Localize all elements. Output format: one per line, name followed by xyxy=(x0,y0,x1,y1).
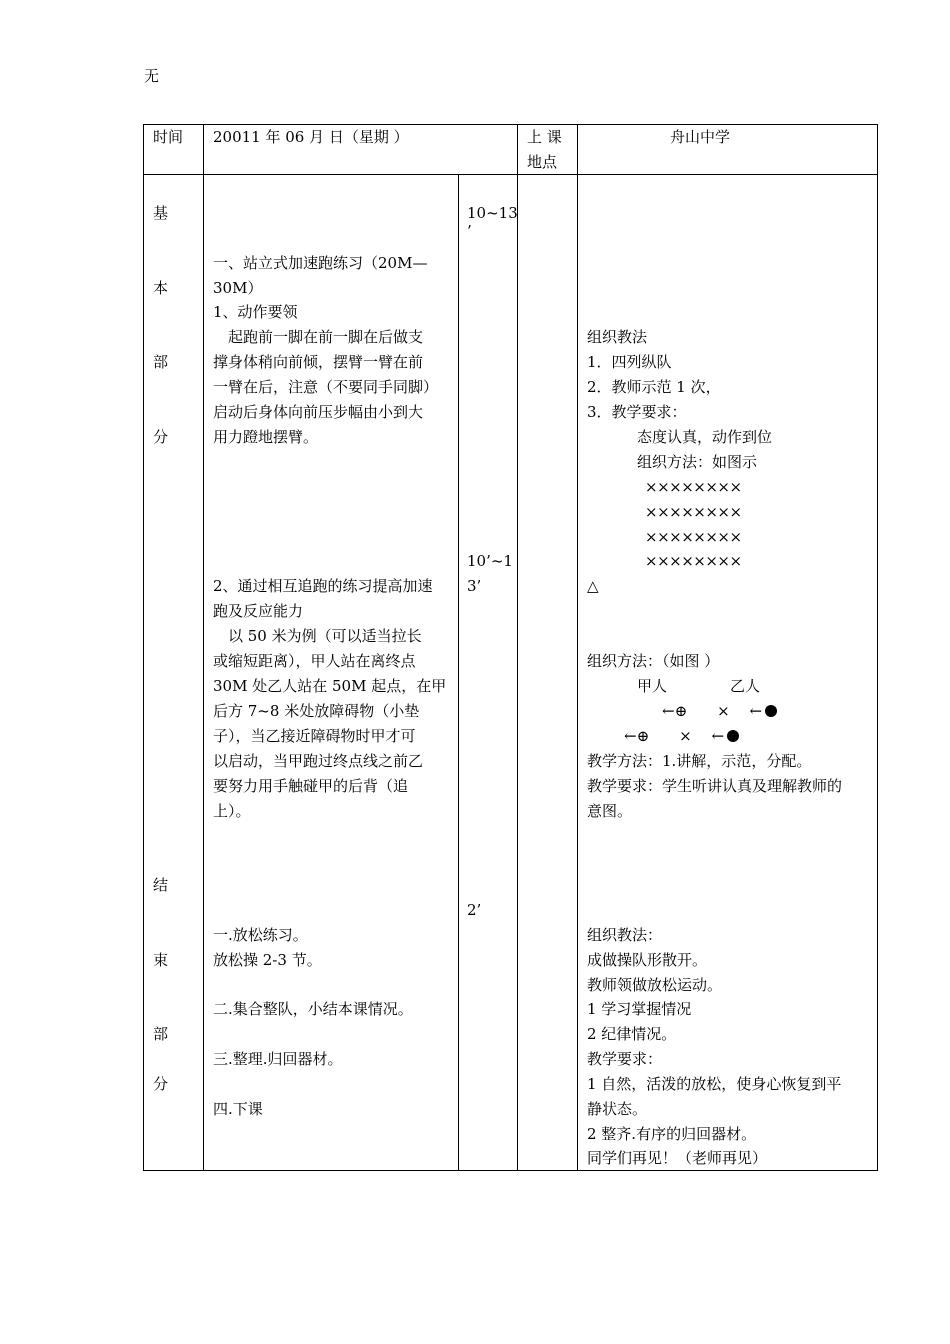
chase-diagram-row-1 xyxy=(662,699,777,724)
location-label-1: 上 课 xyxy=(527,128,562,146)
end-org-line: 2 纪律情况。 xyxy=(587,1025,677,1043)
time-1: 10~13 xyxy=(467,204,518,222)
end-item: 四.下课 xyxy=(213,1100,263,1118)
end-org-line: 1 学习掌握情况 xyxy=(587,1000,692,1018)
exercise-1-title: 一、站立式加速跑练习（20M— xyxy=(213,254,428,272)
chase-diagram-text: ←⊕ × ← xyxy=(662,702,763,720)
table-border-bottom xyxy=(143,1170,878,1171)
exercise-2-desc: 要努力用手触碰甲的后背（追 xyxy=(213,777,409,795)
org-method-2-title: 组织方法：（如图 ） xyxy=(587,652,720,670)
exercise-1-point: 1、动作要领 xyxy=(213,303,298,321)
exercise-2-point: 2、通过相互追跑的练习提高加速 xyxy=(213,577,433,595)
basic-side-char: 本 xyxy=(153,279,169,297)
end-org-line: 教学要求： xyxy=(587,1050,663,1068)
end-org-line: 1 自然，活泼的放松，使身心恢复到平 xyxy=(587,1075,842,1093)
exercise-2-desc: 或缩短距离），甲人站在离终点 xyxy=(213,652,416,670)
end-org-line: 教师领做放松运动。 xyxy=(587,976,723,994)
time-label: 时间 xyxy=(153,128,184,146)
teaching-method: 教学方法：1.讲解，示范，分配。 xyxy=(587,752,812,770)
end-item: 三.整理.归回器材。 xyxy=(213,1050,343,1068)
end-side-char: 部 xyxy=(153,1025,169,1043)
time-3: 2’ xyxy=(467,901,482,919)
end-org-line: 2 整齐.有序的归回器材。 xyxy=(587,1125,757,1143)
exercise-1-title-cont: 30M） xyxy=(213,279,263,297)
exercise-1-desc: 用力蹬地摆臂。 xyxy=(213,428,319,446)
end-side-char: 结 xyxy=(153,876,169,894)
teaching-requirement-cont: 意图。 xyxy=(587,802,633,820)
header-divider xyxy=(143,174,878,175)
col-divider-3 xyxy=(517,124,518,1171)
end-item: 二.集合整队，小结本课情况。 xyxy=(213,1000,413,1018)
end-org-line: 成做操队形散开。 xyxy=(587,951,708,969)
basic-side-char: 基 xyxy=(153,204,169,222)
exercise-2-desc: 子），当乙接近障碍物时甲才可 xyxy=(213,727,416,745)
org-requirement: 态度认真，动作到位 xyxy=(637,428,773,446)
org-method-line: 组织教法 xyxy=(587,328,648,346)
exercise-2-point-cont: 跑及反应能力 xyxy=(213,602,304,620)
time-2-cont: 3’ xyxy=(467,577,482,595)
time-1-mark: ’ xyxy=(467,222,472,240)
basic-side-char: 部 xyxy=(153,353,169,371)
col-divider-1 xyxy=(203,124,204,1171)
dot-icon xyxy=(765,705,777,717)
location-value: 舟山中学 xyxy=(670,128,731,146)
exercise-2-desc: 后方 7~8 米处放障碍物（小垫 xyxy=(213,702,420,720)
top-note: 无 xyxy=(144,67,160,85)
table-border-right xyxy=(877,124,878,1171)
dot-icon xyxy=(727,730,739,742)
org-method-line: 1．四列纵队 xyxy=(587,353,672,371)
chase-diagram-row-2 xyxy=(624,724,739,749)
end-org-line: 组织教法： xyxy=(587,926,663,944)
end-org-line: 静状态。 xyxy=(587,1100,648,1118)
exercise-2-desc: 上）。 xyxy=(213,802,251,820)
date-text: 20011 年 06 月 日（星期 ） xyxy=(213,128,409,146)
formation-row: ×××××××× xyxy=(645,478,742,496)
end-item: 放松操 2-3 节。 xyxy=(213,951,322,969)
end-org-line: 同学们再见！（老师再见） xyxy=(587,1149,768,1167)
location-label-2: 地点 xyxy=(527,153,558,171)
end-side-char: 束 xyxy=(153,951,169,969)
teacher-symbol: △ xyxy=(587,577,599,595)
col-divider-4 xyxy=(577,124,578,1171)
col-divider-2 xyxy=(458,174,459,1171)
person-b-label: 乙人 xyxy=(730,677,761,695)
formation-row: ×××××××× xyxy=(645,552,742,570)
end-item: 一.放松练习。 xyxy=(213,926,308,944)
formation-row: ×××××××× xyxy=(645,528,742,546)
exercise-2-desc: 以启动，当甲跑过终点线之前乙 xyxy=(213,752,424,770)
end-side-char: 分 xyxy=(153,1075,169,1093)
exercise-1-desc: 起跑前一脚在前一脚在后做支 xyxy=(213,328,424,346)
exercise-1-desc: 一臂在后，注意（不要同手同脚） xyxy=(213,378,439,396)
person-a-label: 甲人 xyxy=(637,677,668,695)
org-method-line: 3．教学要求： xyxy=(587,403,687,421)
chase-diagram-text: ←⊕ × ← xyxy=(624,727,725,745)
teaching-requirement: 教学要求：学生听讲认真及理解教师的 xyxy=(587,777,843,795)
exercise-2-desc: 以 50 米为例（可以适当拉长 xyxy=(213,627,422,645)
table-border-left xyxy=(143,124,144,1171)
org-requirement: 组织方法：如图示 xyxy=(637,453,758,471)
exercise-2-desc: 30M 处乙人站在 50M 起点，在甲 xyxy=(213,677,447,695)
exercise-1-desc: 启动后身体向前压步幅由小到大 xyxy=(213,403,424,421)
basic-side-char: 分 xyxy=(153,428,169,446)
org-method-line: 2．教师示范 1 次， xyxy=(587,378,721,396)
formation-row: ×××××××× xyxy=(645,503,742,521)
exercise-1-desc: 撑身体稍向前倾，摆臂一臂在前 xyxy=(213,353,424,371)
time-2: 10’~1 xyxy=(467,552,513,570)
